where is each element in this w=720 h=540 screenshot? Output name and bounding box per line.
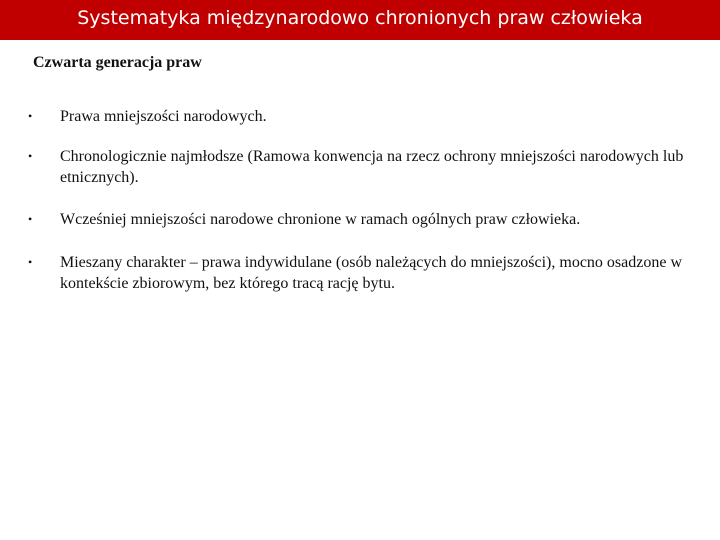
bullet-text: Chronologicznie najmłodsze (Ramowa konwencja na rzecz ochrony mniejszości narodowych lub etnicznych). <box>60 148 684 186</box>
bullet-text: Prawa mniejszości narodowych. <box>60 108 267 125</box>
bullet-list <box>28 106 708 313</box>
slide-title: Systematyka międzynarodowo chronionych praw człowieka <box>77 7 643 29</box>
list-item <box>28 146 708 188</box>
bullet-icon: • <box>28 109 33 123</box>
list-item <box>28 252 708 294</box>
list-item <box>28 106 708 127</box>
bullet-icon: • <box>28 255 33 269</box>
bullet-icon: • <box>28 149 33 163</box>
bullet-text: Wcześniej mniejszości narodowe chronione w ramach ogólnych praw człowieka. <box>60 211 581 228</box>
bullet-icon: • <box>28 212 33 226</box>
title-bar <box>0 0 720 40</box>
list-item <box>28 209 708 230</box>
section-heading: Czwarta generacja praw <box>33 54 202 71</box>
bullet-text: Mieszany charakter – prawa indywidulane (osób należących do mniejszości), mocno osadzone w kontekście zbiorowym, bez którego tracą rację bytu. <box>60 254 682 292</box>
